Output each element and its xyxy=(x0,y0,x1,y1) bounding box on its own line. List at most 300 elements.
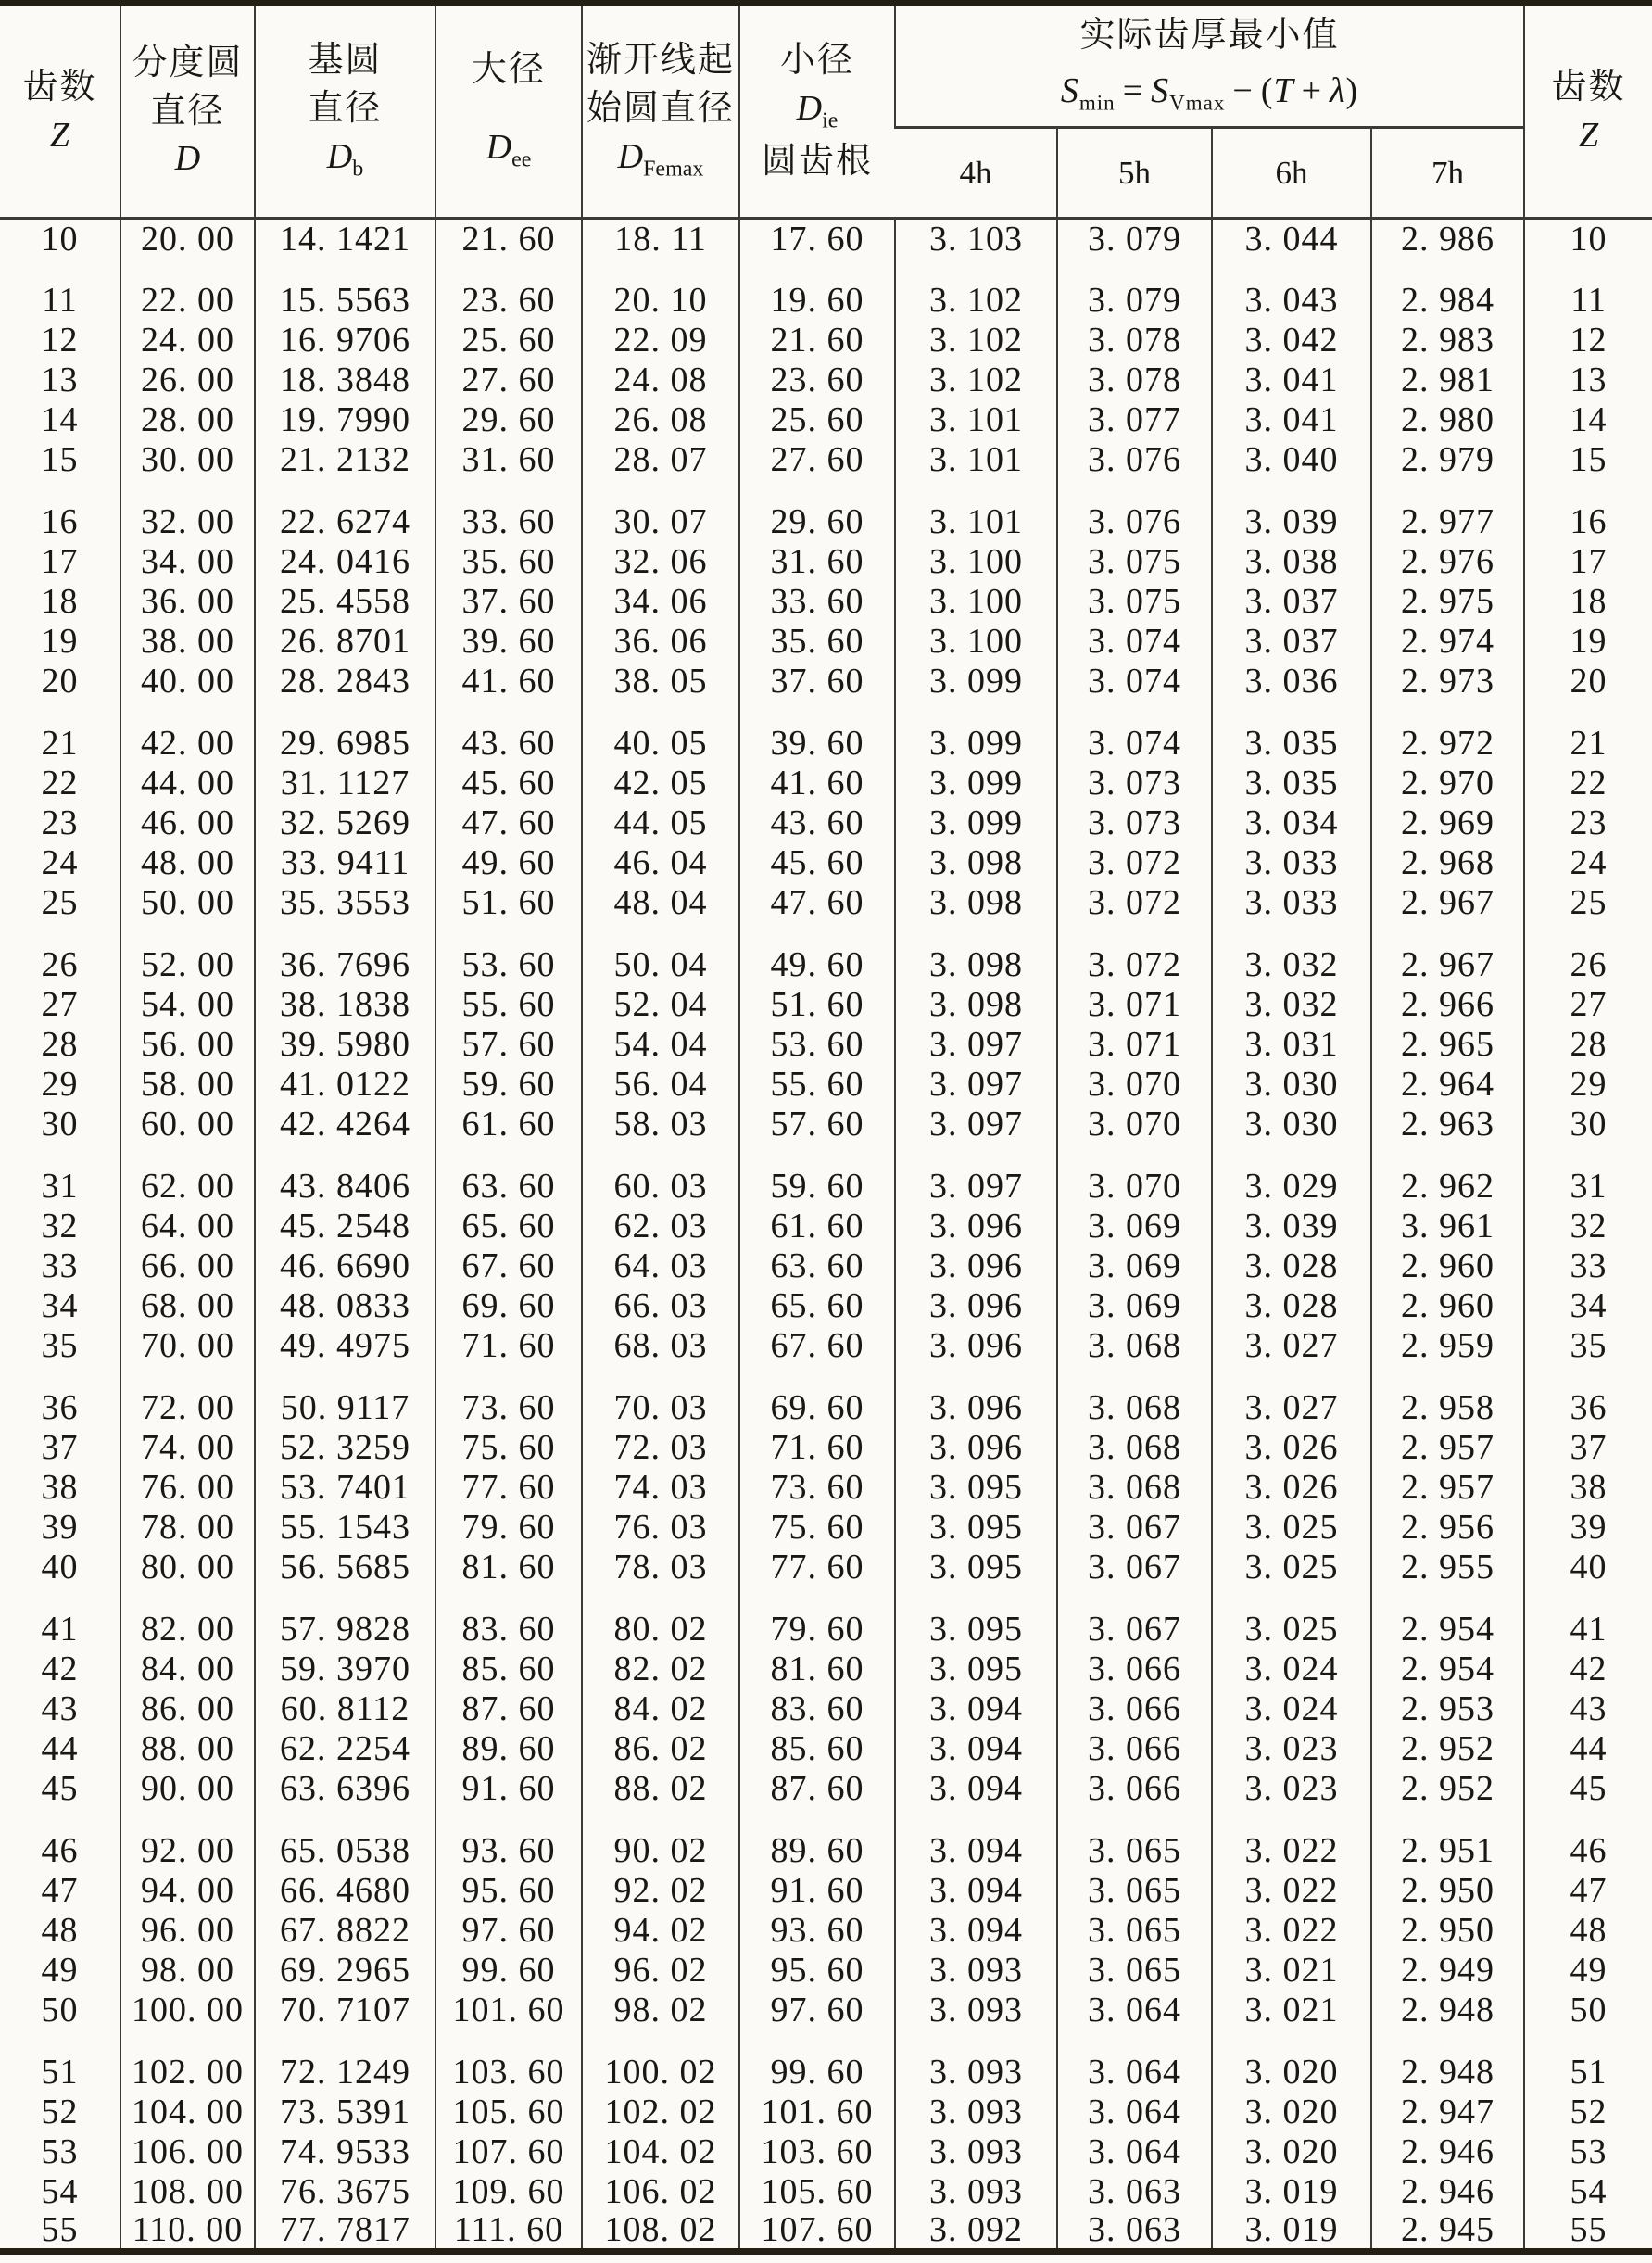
cell-value: 99. 60 xyxy=(739,2053,895,2092)
cell-value: 2. 951 xyxy=(1371,1831,1524,1871)
cell-value: 3. 024 xyxy=(1212,1650,1371,1689)
cell-value: 107. 60 xyxy=(739,2212,895,2252)
cell-value: 29. 60 xyxy=(435,400,582,440)
cell-value: 2. 950 xyxy=(1371,1911,1524,1951)
cell-value: 39. 5980 xyxy=(255,1025,435,1065)
cell-value: 58. 00 xyxy=(120,1065,255,1105)
cell-value: 33. 60 xyxy=(435,502,582,542)
cell-value: 85. 60 xyxy=(435,1650,582,1689)
cell-teeth-left: 41 xyxy=(41,1610,79,1649)
cell-teeth-right: 29 xyxy=(1524,1065,1652,1105)
cell-teeth-right: 51 xyxy=(1524,2053,1652,2092)
cell-teeth-left: 28 xyxy=(41,1025,79,1064)
cell-value: 3. 094 xyxy=(895,1831,1057,1871)
cell-value: 3. 036 xyxy=(1212,662,1371,702)
column-header-involute-start-diameter xyxy=(582,4,739,219)
cell-value: 62. 2254 xyxy=(255,1729,435,1769)
cell-value: 103. 60 xyxy=(739,2132,895,2172)
table-row xyxy=(0,1610,1652,1650)
cell-value: 3. 021 xyxy=(1212,1951,1371,1991)
cell-teeth-right: 21 xyxy=(1524,724,1652,764)
cell-value: 109. 60 xyxy=(435,2172,582,2212)
column-header-minor-diameter xyxy=(739,4,895,219)
cell-teeth-left: 40 xyxy=(41,1548,79,1587)
cell-value: 49. 60 xyxy=(435,843,582,883)
cell-teeth-left: 21 xyxy=(41,724,79,763)
cell-value: 3. 079 xyxy=(1057,281,1212,321)
cell-teeth-right: 48 xyxy=(1524,1911,1652,1951)
cell-value: 3. 103 xyxy=(895,219,1057,259)
column-header-base-diameter xyxy=(255,4,435,219)
cell-value: 22. 6274 xyxy=(255,502,435,542)
cell-value: 37. 60 xyxy=(435,582,582,622)
cell-value: 27. 60 xyxy=(435,360,582,400)
cell-value: 46. 6690 xyxy=(255,1246,435,1286)
cell-value: 27. 60 xyxy=(739,440,895,480)
cell-value: 3. 037 xyxy=(1212,582,1371,622)
cell-value: 3. 096 xyxy=(895,1286,1057,1326)
cell-teeth-left: 51 xyxy=(41,2053,79,2092)
cell-value: 3. 041 xyxy=(1212,360,1371,400)
cell-value: 73. 60 xyxy=(435,1388,582,1428)
cell-teeth-right: 40 xyxy=(1524,1548,1652,1587)
cell-teeth-left: 10 xyxy=(41,219,79,259)
cell-teeth-right: 10 xyxy=(1524,219,1652,259)
cell-value: 3. 077 xyxy=(1057,400,1212,440)
cell-value: 94. 00 xyxy=(120,1871,255,1911)
cell-teeth-left: 42 xyxy=(41,1650,79,1688)
cell-value: 2. 967 xyxy=(1371,883,1524,923)
cell-value: 3. 070 xyxy=(1057,1105,1212,1144)
cell-teeth-right: 31 xyxy=(1524,1167,1652,1207)
cell-value: 3. 030 xyxy=(1212,1105,1371,1144)
cell-value: 100. 02 xyxy=(582,2053,739,2092)
cell-value: 3. 033 xyxy=(1212,843,1371,883)
table-row xyxy=(0,2053,1652,2092)
cell-teeth-left: 39 xyxy=(41,1508,79,1547)
cell-teeth-left: 52 xyxy=(41,2092,79,2131)
cell-teeth-left: 31 xyxy=(41,1167,79,1206)
cell-value: 37. 60 xyxy=(739,662,895,702)
cell-value: 67. 8822 xyxy=(255,1911,435,1951)
cell-value: 39. 60 xyxy=(435,622,582,662)
cell-value: 3. 063 xyxy=(1057,2172,1212,2212)
cell-value: 3. 067 xyxy=(1057,1548,1212,1587)
cell-value: 3. 095 xyxy=(895,1468,1057,1508)
cell-teeth-left: 14 xyxy=(41,400,79,439)
cell-value: 2. 945 xyxy=(1371,2212,1524,2252)
cell-value: 2. 960 xyxy=(1371,1286,1524,1326)
cell-value: 102. 02 xyxy=(582,2092,739,2132)
involute-start-symbol: $D_{Femax}$ xyxy=(617,136,704,182)
cell-value: 3. 094 xyxy=(895,1871,1057,1911)
cell-value: 48. 0833 xyxy=(255,1286,435,1326)
cell-value: 42. 4264 xyxy=(255,1105,435,1144)
cell-value: 35. 3553 xyxy=(255,883,435,923)
cell-value: 3. 073 xyxy=(1057,764,1212,803)
cell-teeth-left: 32 xyxy=(41,1207,79,1245)
cell-teeth-right: 55 xyxy=(1524,2212,1652,2252)
cell-value: 98. 00 xyxy=(120,1951,255,1991)
cell-value: 3. 094 xyxy=(895,1729,1057,1769)
cell-value: 3. 093 xyxy=(895,2092,1057,2132)
cell-value: 3. 097 xyxy=(895,1065,1057,1105)
cell-value: 36. 06 xyxy=(582,622,739,662)
cell-value: 26. 08 xyxy=(582,400,739,440)
cell-value: 20. 10 xyxy=(582,281,739,321)
cell-value: 2. 973 xyxy=(1371,662,1524,702)
cell-value: 93. 60 xyxy=(435,1831,582,1871)
cell-value: 66. 4680 xyxy=(255,1871,435,1911)
cell-value: 105. 60 xyxy=(435,2092,582,2132)
table-row xyxy=(0,1871,1652,1911)
cell-value: 30. 00 xyxy=(120,440,255,480)
cell-value: 81. 60 xyxy=(435,1548,582,1587)
cell-value: 102. 00 xyxy=(120,2053,255,2092)
cell-value: 3. 039 xyxy=(1212,1207,1371,1246)
cell-value: 36. 7696 xyxy=(255,945,435,985)
cell-value: 3. 094 xyxy=(895,1911,1057,1951)
table-row xyxy=(0,2172,1652,2212)
column-header-teeth-left xyxy=(0,4,120,219)
cell-value: 98. 02 xyxy=(582,1991,739,2030)
cell-value: 110. 00 xyxy=(120,2212,255,2252)
cell-value: 15. 5563 xyxy=(255,281,435,321)
base-diameter-label-2: 直径 xyxy=(308,89,383,128)
table-row xyxy=(0,2212,1652,2252)
table-row xyxy=(0,724,1652,764)
cell-value: 72. 03 xyxy=(582,1428,739,1468)
cell-value: 68. 03 xyxy=(582,1326,739,1366)
cell-value: 3. 064 xyxy=(1057,2092,1212,2132)
cell-value: 56. 5685 xyxy=(255,1548,435,1587)
cell-value: 3. 097 xyxy=(895,1105,1057,1144)
cell-value: 3. 020 xyxy=(1212,2053,1371,2092)
cell-value: 66. 00 xyxy=(120,1246,255,1286)
cell-teeth-right: 37 xyxy=(1524,1428,1652,1468)
cell-value: 3. 099 xyxy=(895,662,1057,702)
cell-teeth-right: 38 xyxy=(1524,1468,1652,1508)
cell-value: 22. 00 xyxy=(120,281,255,321)
cell-teeth-left: 35 xyxy=(41,1326,79,1365)
table-body xyxy=(0,219,1652,2252)
table-row xyxy=(0,1428,1652,1468)
cell-value: 3. 076 xyxy=(1057,502,1212,542)
table-row xyxy=(0,843,1652,883)
cell-value: 3. 031 xyxy=(1212,1025,1371,1065)
table-row xyxy=(0,1468,1652,1508)
cell-teeth-left: 47 xyxy=(41,1871,79,1910)
table-row xyxy=(0,1650,1652,1689)
cell-value: 3. 070 xyxy=(1057,1167,1212,1207)
cell-value: 65. 60 xyxy=(739,1286,895,1326)
cell-value: 68. 00 xyxy=(120,1286,255,1326)
cell-value: 3. 041 xyxy=(1212,400,1371,440)
pitch-diameter-label-1: 分度圆 xyxy=(132,43,244,82)
cell-teeth-left: 34 xyxy=(41,1286,79,1325)
cell-value: 3. 032 xyxy=(1212,985,1371,1025)
cell-value: 3. 096 xyxy=(895,1207,1057,1246)
cell-value: 21. 2132 xyxy=(255,440,435,480)
teeth-symbol-right: Z xyxy=(1578,115,1599,155)
cell-value: 2. 957 xyxy=(1371,1468,1524,1508)
table-row xyxy=(0,985,1652,1025)
cell-teeth-right: 47 xyxy=(1524,1871,1652,1911)
cell-value: 34. 00 xyxy=(120,542,255,582)
table-row xyxy=(0,281,1652,321)
cell-teeth-right: 49 xyxy=(1524,1951,1652,1991)
cell-value: 56. 04 xyxy=(582,1065,739,1105)
column-header-major-diameter xyxy=(435,4,582,219)
cell-teeth-left: 20 xyxy=(41,662,79,701)
table-row xyxy=(0,945,1652,985)
cell-value: 33. 60 xyxy=(739,582,895,622)
cell-value: 3. 066 xyxy=(1057,1650,1212,1689)
cell-teeth-left: 48 xyxy=(41,1911,79,1950)
cell-value: 2. 964 xyxy=(1371,1065,1524,1105)
cell-value: 3. 069 xyxy=(1057,1207,1212,1246)
cell-value: 88. 02 xyxy=(582,1769,739,1809)
cell-value: 2. 950 xyxy=(1371,1871,1524,1911)
cell-value: 38. 00 xyxy=(120,622,255,662)
cell-value: 62. 00 xyxy=(120,1167,255,1207)
cell-value: 3. 068 xyxy=(1057,1388,1212,1428)
cell-teeth-right: 35 xyxy=(1524,1326,1652,1366)
cell-teeth-left: 50 xyxy=(41,1991,79,2029)
cell-value: 48. 00 xyxy=(120,843,255,883)
cell-value: 3. 079 xyxy=(1057,219,1212,259)
cell-value: 28. 00 xyxy=(120,400,255,440)
cell-value: 106. 00 xyxy=(120,2132,255,2172)
cell-value: 90. 00 xyxy=(120,1769,255,1809)
cell-value: 95. 60 xyxy=(739,1951,895,1991)
table-row xyxy=(0,1729,1652,1769)
cell-value: 26. 8701 xyxy=(255,622,435,662)
cell-value: 2. 975 xyxy=(1371,582,1524,622)
cell-value: 39. 60 xyxy=(739,724,895,764)
cell-value: 3. 024 xyxy=(1212,1689,1371,1729)
table-row xyxy=(0,1548,1652,1587)
cell-value: 54. 04 xyxy=(582,1025,739,1065)
cell-value: 3. 100 xyxy=(895,542,1057,582)
cell-value: 2. 983 xyxy=(1371,321,1524,360)
cell-value: 3. 038 xyxy=(1212,542,1371,582)
cell-value: 53. 7401 xyxy=(255,1468,435,1508)
cell-value: 3. 098 xyxy=(895,883,1057,923)
table-row xyxy=(0,1286,1652,1326)
cell-value: 43. 60 xyxy=(435,724,582,764)
cell-value: 2. 957 xyxy=(1371,1428,1524,1468)
table-row xyxy=(0,1911,1652,1951)
cell-value: 21. 60 xyxy=(435,219,582,259)
teeth-label-right: 齿数 xyxy=(1551,67,1626,107)
cell-value: 95. 60 xyxy=(435,1871,582,1911)
cell-value: 78. 03 xyxy=(582,1548,739,1587)
cell-value: 31. 60 xyxy=(435,440,582,480)
cell-value: 91. 60 xyxy=(435,1769,582,1809)
cell-teeth-right: 39 xyxy=(1524,1508,1652,1548)
cell-value: 67. 60 xyxy=(435,1246,582,1286)
cell-value: 76. 03 xyxy=(582,1508,739,1548)
cell-value: 60. 8112 xyxy=(255,1689,435,1729)
cell-value: 108. 02 xyxy=(582,2212,739,2252)
cell-value: 53. 60 xyxy=(739,1025,895,1065)
cell-value: 22. 09 xyxy=(582,321,739,360)
cell-value: 50. 04 xyxy=(582,945,739,985)
cell-value: 70. 00 xyxy=(120,1326,255,1366)
cell-value: 3. 064 xyxy=(1057,2132,1212,2172)
table-row xyxy=(0,502,1652,542)
table-row xyxy=(0,321,1652,360)
cell-teeth-left: 27 xyxy=(41,985,79,1024)
cell-value: 2. 954 xyxy=(1371,1650,1524,1689)
cell-value: 3. 020 xyxy=(1212,2092,1371,2132)
major-diameter-label: 大径 xyxy=(471,50,546,90)
cell-value: 60. 00 xyxy=(120,1105,255,1144)
base-diameter-label-1: 基圆 xyxy=(308,41,383,81)
cell-value: 3. 097 xyxy=(895,1167,1057,1207)
table-row xyxy=(0,1951,1652,1991)
cell-value: 3. 099 xyxy=(895,724,1057,764)
cell-teeth-right: 23 xyxy=(1524,803,1652,843)
cell-value: 76. 00 xyxy=(120,1468,255,1508)
cell-value: 2. 966 xyxy=(1371,985,1524,1025)
cell-value: 3. 066 xyxy=(1057,1729,1212,1769)
cell-value: 3. 067 xyxy=(1057,1508,1212,1548)
cell-teeth-right: 26 xyxy=(1524,945,1652,985)
cell-teeth-right: 34 xyxy=(1524,1286,1652,1326)
cell-value: 3. 071 xyxy=(1057,985,1212,1025)
cell-value: 104. 02 xyxy=(582,2132,739,2172)
cell-teeth-right: 45 xyxy=(1524,1769,1652,1809)
cell-teeth-right: 41 xyxy=(1524,1610,1652,1650)
cell-value: 3. 070 xyxy=(1057,1065,1212,1105)
cell-value: 2. 946 xyxy=(1371,2172,1524,2212)
cell-value: 23. 60 xyxy=(435,281,582,321)
cell-value: 83. 60 xyxy=(739,1689,895,1729)
group-spacer xyxy=(0,259,1652,281)
cell-value: 50. 00 xyxy=(120,883,255,923)
cell-value: 3. 096 xyxy=(895,1388,1057,1428)
cell-value: 84. 02 xyxy=(582,1689,739,1729)
cell-teeth-right: 20 xyxy=(1524,662,1652,702)
cell-value: 3. 099 xyxy=(895,764,1057,803)
cell-teeth-right: 53 xyxy=(1524,2132,1652,2172)
cell-teeth-left: 13 xyxy=(41,360,79,399)
cell-value: 3. 101 xyxy=(895,400,1057,440)
table-row xyxy=(0,764,1652,803)
cell-value: 3. 095 xyxy=(895,1508,1057,1548)
cell-value: 3. 093 xyxy=(895,2132,1057,2172)
cell-value: 3. 025 xyxy=(1212,1548,1371,1587)
cell-value: 76. 3675 xyxy=(255,2172,435,2212)
cell-teeth-left: 26 xyxy=(41,945,79,984)
cell-value: 3. 094 xyxy=(895,1689,1057,1729)
cell-value: 97. 60 xyxy=(435,1911,582,1951)
table-row xyxy=(0,803,1652,843)
cell-teeth-left: 22 xyxy=(41,764,79,803)
cell-value: 96. 00 xyxy=(120,1911,255,1951)
cell-value: 45. 60 xyxy=(435,764,582,803)
cell-value: 65. 0538 xyxy=(255,1831,435,1871)
cell-value: 3. 102 xyxy=(895,281,1057,321)
table-row xyxy=(0,1105,1652,1144)
cell-value: 3. 025 xyxy=(1212,1610,1371,1650)
cell-value: 40. 00 xyxy=(120,662,255,702)
cell-value: 83. 60 xyxy=(435,1610,582,1650)
cell-value: 3. 035 xyxy=(1212,764,1371,803)
cell-value: 43. 8406 xyxy=(255,1167,435,1207)
cell-value: 16. 9706 xyxy=(255,321,435,360)
cell-value: 103. 60 xyxy=(435,2053,582,2092)
cell-value: 81. 60 xyxy=(739,1650,895,1689)
cell-value: 80. 02 xyxy=(582,1610,739,1650)
cell-value: 2. 963 xyxy=(1371,1105,1524,1144)
table-header xyxy=(0,4,1652,219)
cell-value: 3. 040 xyxy=(1212,440,1371,480)
cell-value: 2. 948 xyxy=(1371,1991,1524,2030)
cell-value: 3. 095 xyxy=(895,1548,1057,1587)
cell-value: 2. 980 xyxy=(1371,400,1524,440)
group-spacer xyxy=(0,1809,1652,1831)
cell-value: 59. 60 xyxy=(739,1167,895,1207)
cell-value: 49. 60 xyxy=(739,945,895,985)
cell-value: 3. 102 xyxy=(895,321,1057,360)
cell-value: 62. 03 xyxy=(582,1207,739,1246)
cell-value: 35. 60 xyxy=(739,622,895,662)
cell-value: 3. 102 xyxy=(895,360,1057,400)
cell-value: 3. 019 xyxy=(1212,2212,1371,2252)
cell-value: 3. 074 xyxy=(1057,724,1212,764)
cell-teeth-right: 43 xyxy=(1524,1689,1652,1729)
cell-value: 25. 4558 xyxy=(255,582,435,622)
table-row xyxy=(0,1388,1652,1428)
table-row xyxy=(0,400,1652,440)
cell-value: 52. 00 xyxy=(120,945,255,985)
cell-value: 77. 60 xyxy=(739,1548,895,1587)
cell-value: 74. 9533 xyxy=(255,2132,435,2172)
group-spacer xyxy=(0,2030,1652,2053)
cell-teeth-left: 55 xyxy=(41,2210,79,2250)
cell-teeth-right: 54 xyxy=(1524,2172,1652,2212)
cell-value: 18. 3848 xyxy=(255,360,435,400)
cell-teeth-left: 46 xyxy=(41,1831,79,1870)
cell-value: 74. 00 xyxy=(120,1428,255,1468)
cell-value: 3. 068 xyxy=(1057,1468,1212,1508)
cell-value: 57. 9828 xyxy=(255,1610,435,1650)
cell-value: 36. 00 xyxy=(120,582,255,622)
cell-teeth-left: 30 xyxy=(41,1105,79,1144)
cell-value: 45. 60 xyxy=(739,843,895,883)
cell-teeth-left: 43 xyxy=(41,1689,79,1728)
cell-value: 100. 00 xyxy=(120,1991,255,2030)
cell-value: 69. 2965 xyxy=(255,1951,435,1991)
cell-value: 3. 022 xyxy=(1212,1911,1371,1951)
cell-value: 23. 60 xyxy=(739,360,895,400)
cell-value: 47. 60 xyxy=(739,883,895,923)
cell-value: 2. 972 xyxy=(1371,724,1524,764)
cell-value: 72. 00 xyxy=(120,1388,255,1428)
cell-value: 104. 00 xyxy=(120,2092,255,2132)
cell-value: 2. 958 xyxy=(1371,1388,1524,1428)
cell-teeth-left: 36 xyxy=(41,1388,79,1427)
cell-value: 3. 066 xyxy=(1057,1769,1212,1809)
cell-value: 3. 067 xyxy=(1057,1610,1212,1650)
cell-value: 3. 030 xyxy=(1212,1065,1371,1105)
cell-teeth-right: 36 xyxy=(1524,1388,1652,1428)
cell-teeth-right: 15 xyxy=(1524,440,1652,480)
major-diameter-symbol: $D_{ee}$ xyxy=(486,127,532,172)
